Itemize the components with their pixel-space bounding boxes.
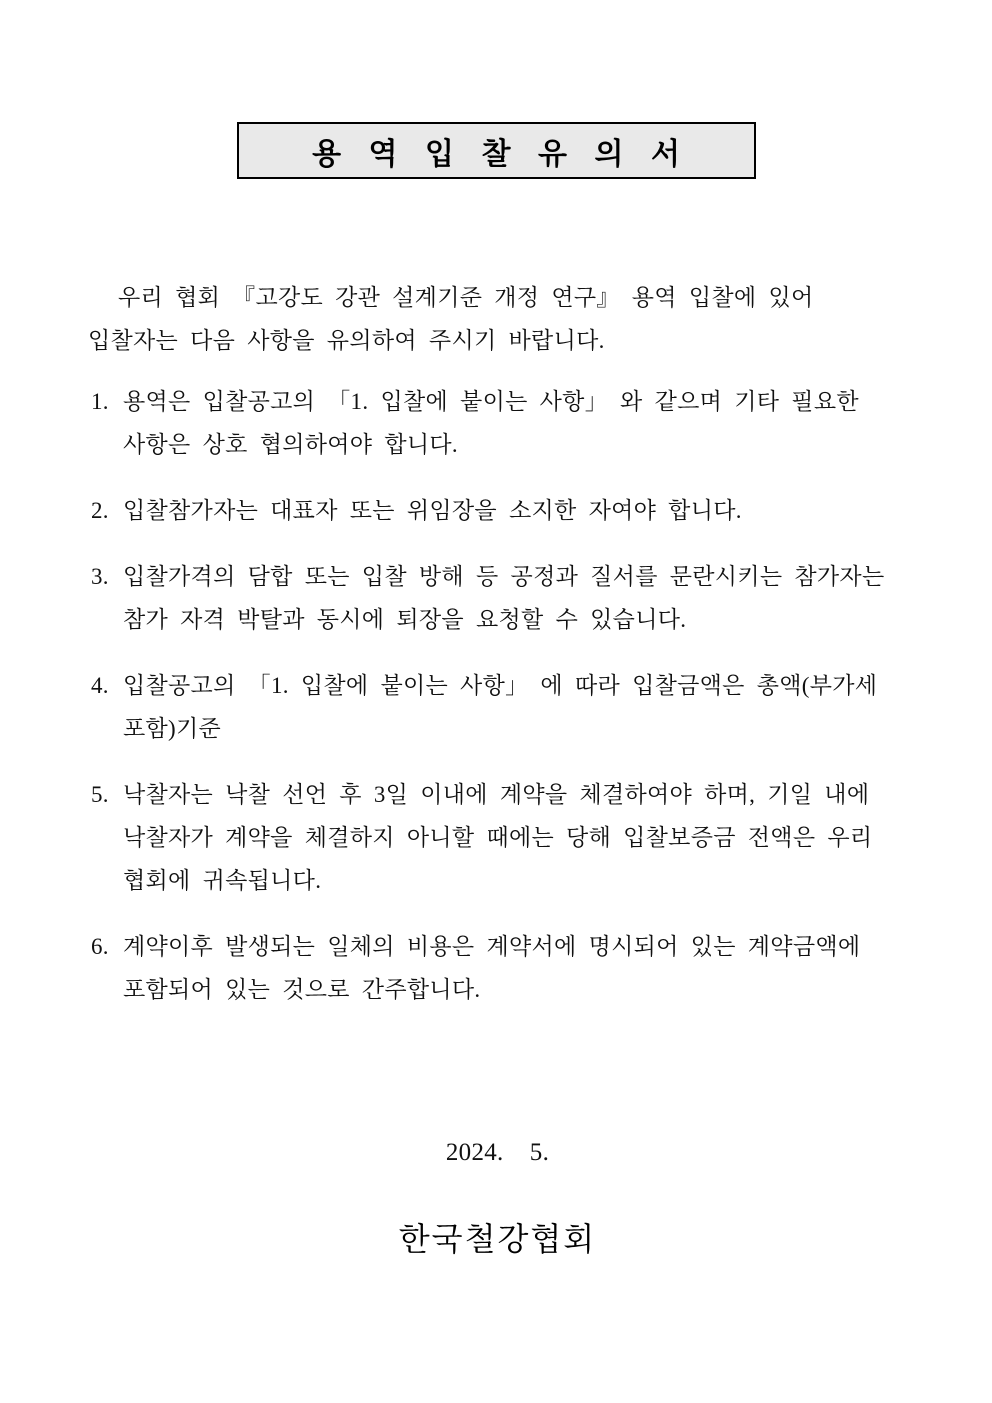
list-item-number: 2. [91, 498, 109, 523]
list-item-6 [88, 925, 907, 1011]
organization-name: 한국철강협회 [398, 1221, 597, 1257]
list-item-number: 1. [91, 389, 109, 414]
list-item-number: 6. [91, 934, 109, 959]
document-title: 용 역 입 찰 유 의 서 [312, 137, 690, 171]
list-item-text: 낙찰자는 낙찰 선언 후 3일 이내에 계약을 체결하여야 하며, 기일 내에 낙찰자가 계약을 체결하지 아니할 때에는 당해 입찰보증금 전액은 우리 협회에 귀속됩니다. [123, 782, 873, 893]
intro-paragraph: 우리 협회 『고강도 강관 설계기준 개정 연구』 용역 입찰에 있어 입찰자는 다음 사항을 유의하여 주시기 바랍니다. [88, 285, 814, 353]
list-item-4 [88, 664, 907, 750]
document-title-box [237, 122, 756, 179]
list-item-text: 계약이후 발생되는 일체의 비용은 계약서에 명시되어 있는 계약금액에 포함되어 있는 것으로 간주합니다. [123, 934, 861, 1002]
list-item-text: 입찰참가자는 대표자 또는 위임장을 소지한 자여야 합니다. [123, 498, 742, 523]
list-item-text: 입찰공고의 「1. 입찰에 붙이는 사항」 에 따라 입찰금액은 총액(부가세 포함)기준 [123, 673, 878, 741]
list-item-text: 입찰가격의 담합 또는 입찰 방해 등 공정과 질서를 문란시키는 참가자는 참가 자격 박탈과 동시에 퇴장을 요청할 수 있습니다. [123, 564, 885, 632]
list-item-1 [88, 380, 907, 466]
list-item-5 [88, 773, 907, 902]
list-item-number: 5. [91, 782, 109, 807]
list-item-number: 3. [91, 564, 109, 589]
document-body [88, 276, 907, 1261]
list-item-3 [88, 555, 907, 641]
list-item-2 [88, 489, 907, 532]
list-item-text: 용역은 입찰공고의 「1. 입찰에 붙이는 사항」 와 같으며 기타 필요한 사항은 상호 협의하여야 합니다. [123, 389, 859, 457]
document-date: 2024. 5. [445, 1139, 550, 1166]
list-item-number: 4. [91, 673, 109, 698]
